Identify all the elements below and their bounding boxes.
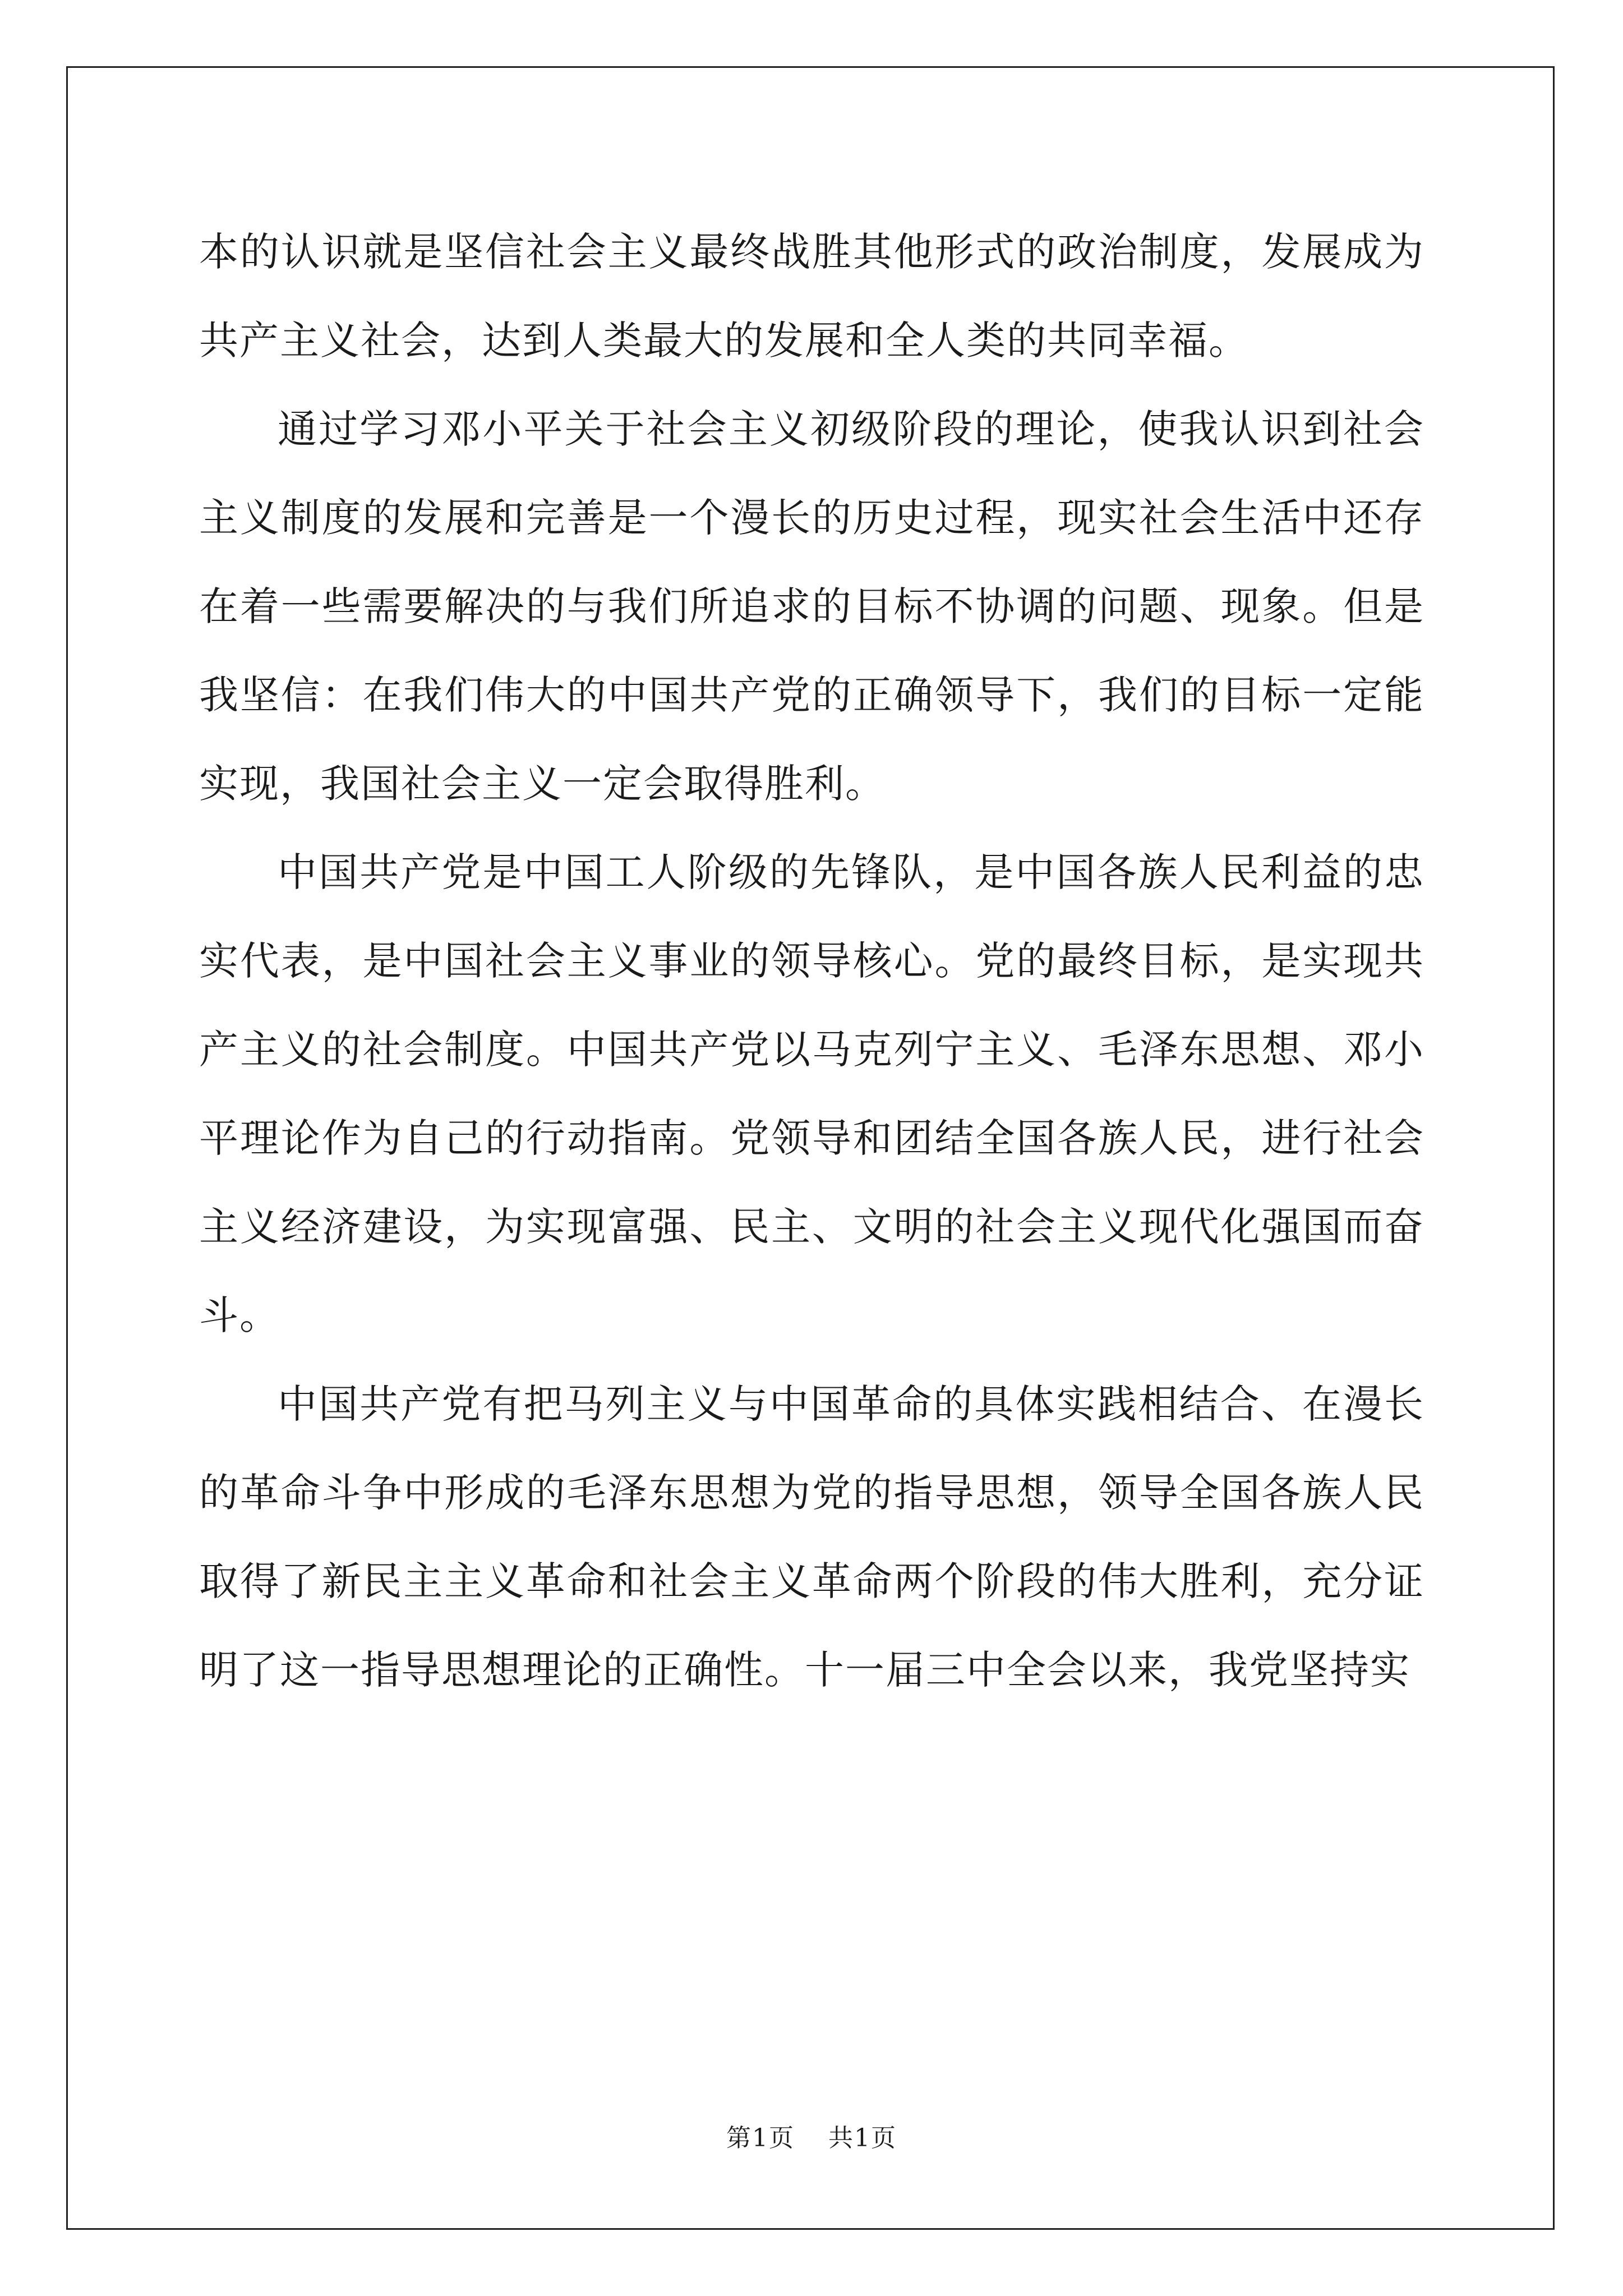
paragraph-1: 本的认识就是坚信社会主义最终战胜其他形式的政治制度，发展成为共产主义社会，达到人类最大的发展和全人类的共同幸福。 xyxy=(199,229,1424,364)
paragraph-2: 通过学习邓小平关于社会主义初级阶段的理论，使我认识到社会主义制度的发展和完善是一个漫长的历史过程，现实社会生活中还存在着一些需要解决的与我们所追求的目标不协调的问题、现象。但是我坚信：在我们伟大的中国共产党的正确领导下，我们的目标一定能实现，我国社会主义一定会取得胜利。 xyxy=(199,406,1424,807)
paragraph-3: 中国共产党是中国工人阶级的先锋队，是中国各族人民利益的忠实代表，是中国社会主义事业的领导核心。党的最终目标，是实现共产主义的社会制度。中国共产党以马克列宁主义、毛泽东思想、邓小平理论作为自己的行动指南。党领导和团结全国各族人民，进行社会主义经济建设，为实现富强、民主、文明的社会主义现代化强国而奋斗。 xyxy=(199,849,1424,1338)
page-number: 第1页 xyxy=(726,2124,795,2152)
paragraph-4: 中国共产党有把马列主义与中国革命的具体实践相结合、在漫长的革命斗争中形成的毛泽东思想为党的指导思想，领导全国各族人民取得了新民主主义革命和社会主义革命两个阶段的伟大胜利，充分证明了这一指导思想理论的正确性。十一届三中全会以来，我党坚持实 xyxy=(199,1381,1424,1693)
page-total: 共1页 xyxy=(828,2124,897,2152)
page-footer xyxy=(0,2118,1623,2154)
document-body xyxy=(199,208,1424,1714)
